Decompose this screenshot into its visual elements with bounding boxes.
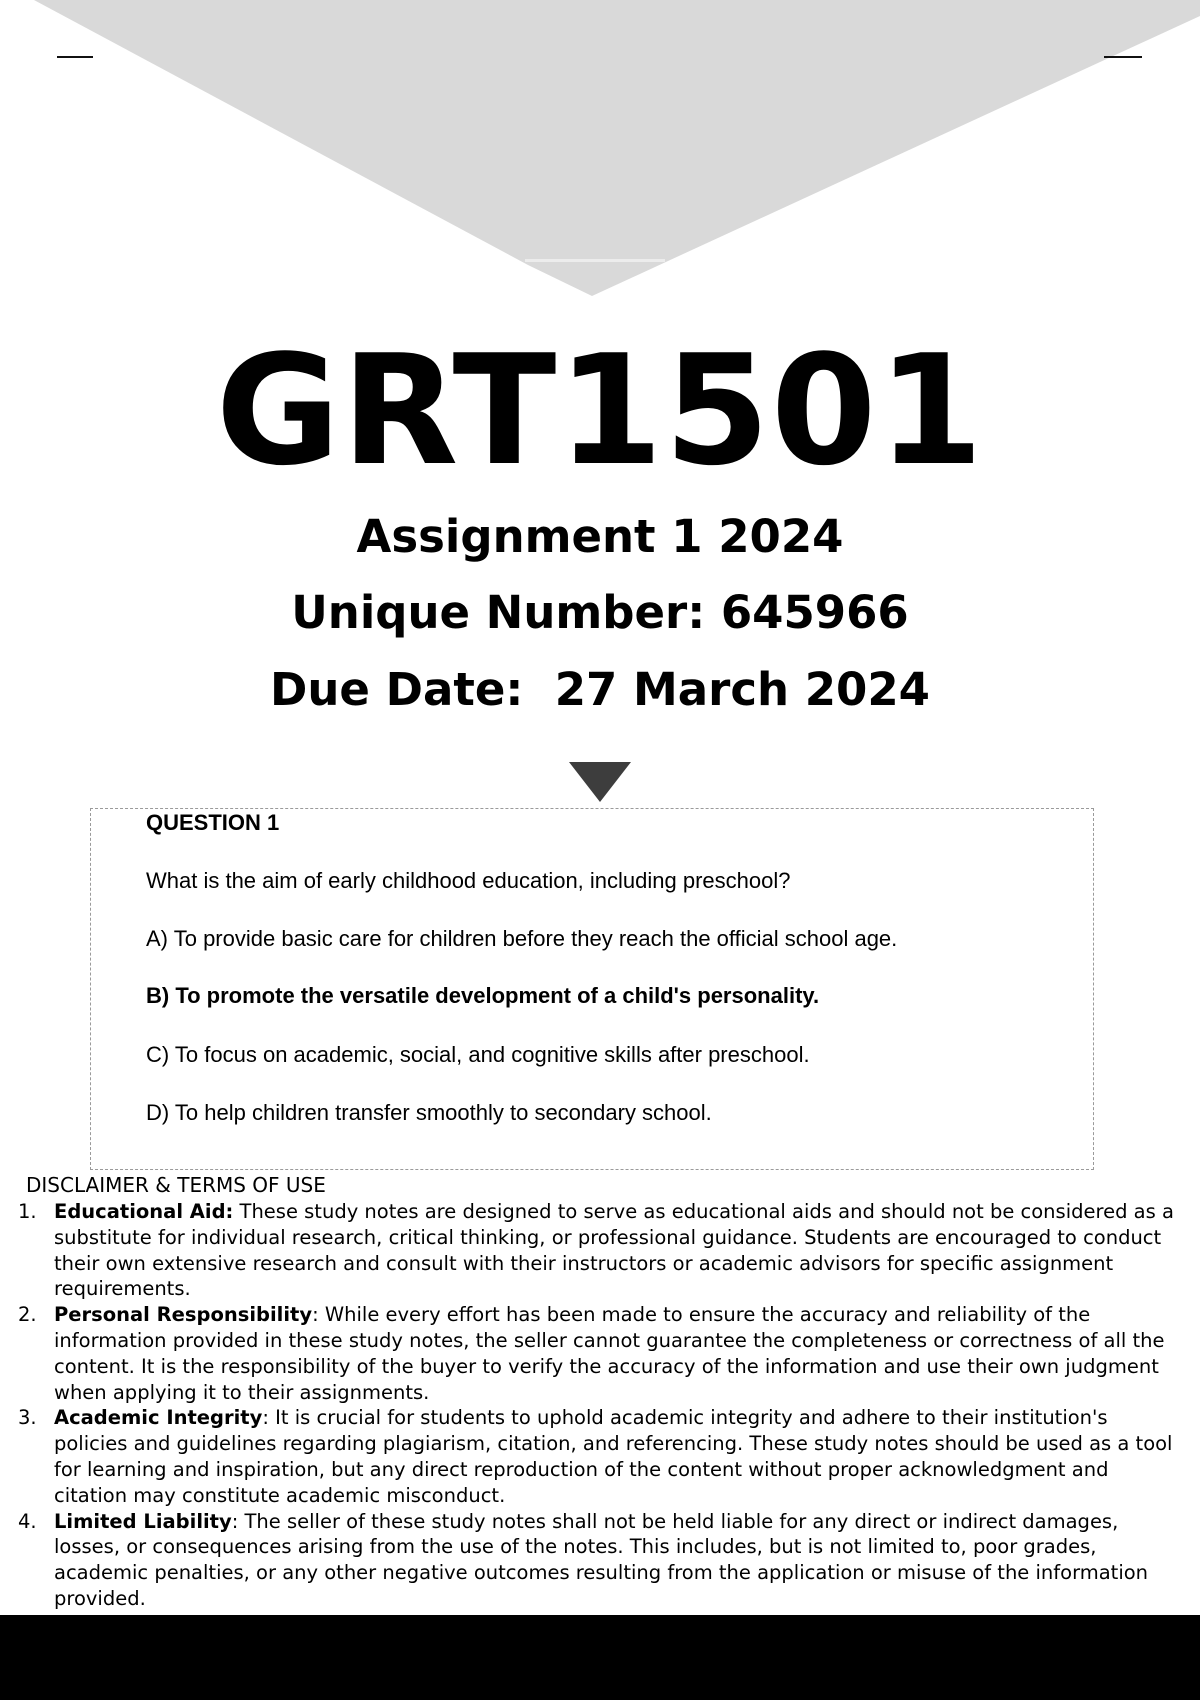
- question-prompt: What is the aim of early childhood education, including preschool?: [146, 868, 791, 893]
- course-code-title: GRT1501: [215, 322, 985, 499]
- down-triangle-icon: [569, 762, 631, 802]
- corner-rule-right: [1104, 56, 1142, 58]
- assignment-label: Assignment 1 2024: [356, 510, 844, 563]
- term-body: : The seller of these study notes shall not be held liable for any direct or indirect damages, losses, or consequences arising from the use of the notes. This includes, but is not limited to, poor grades, academic penalties, or any other negative outcomes resulting from the application or misuse of the information provided.: [54, 1509, 1149, 1610]
- answer-option-d: D) To help children transfer smoothly to secondary school.: [146, 1100, 712, 1125]
- term-body: : While every effort has been made to ensure the accuracy and reliability of the information provided in these study notes, the seller cannot guarantee the completeness or correctness of all the content. It is the responsibility of the buyer to verify the accuracy of the information and use their own judgment when applying it to their assignments.: [54, 1303, 1165, 1404]
- header-chevron-banner: [0, 0, 1200, 300]
- term-body: These study notes are designed to serve as educational aids and should not be considered as a substitute for individual research, critical thinking, or professional guidance. Students are encouraged to conduct their own extensive research and consult with their instructors or academic advisors for specific assignment requirements.: [54, 1200, 1174, 1301]
- term-title: Personal Responsibility: [54, 1303, 313, 1327]
- unique-number: Unique Number: 645966: [291, 586, 909, 639]
- term-title: Academic Integrity: [54, 1406, 263, 1430]
- answer-option-b-selected: B) To promote the versatile development of a child's personality.: [146, 983, 820, 1008]
- term-body: : It is crucial for students to uphold academic integrity and adhere to their institution's policies and guidelines regarding plagiarism, citation, and referencing. These study notes should be used as a tool for learning and inspiration, but any direct reproduction of the content without proper acknowledgment and citation may constitute academic misconduct.: [54, 1406, 1173, 1507]
- disclaimer-title: DISCLAIMER & TERMS OF USE: [26, 1173, 326, 1197]
- footer-bar: [0, 1615, 1200, 1700]
- question-heading: QUESTION 1: [146, 810, 280, 835]
- answer-option-c: C) To focus on academic, social, and cognitive skills after preschool.: [146, 1042, 810, 1067]
- corner-rule-left: [57, 56, 93, 58]
- term-number: 3.: [18, 1406, 37, 1430]
- term-number: 2.: [18, 1303, 37, 1327]
- term-item: [0, 1405, 1200, 1508]
- due-date: Due Date: 27 March 2024: [270, 663, 930, 716]
- term-title: Limited Liability: [54, 1509, 232, 1533]
- term-item: [0, 1509, 1200, 1612]
- chevron-shape: [34, 0, 1200, 296]
- term-number: 4.: [18, 1509, 37, 1533]
- disclaimer-section: [0, 1172, 1200, 1612]
- terms-list: [0, 1199, 1200, 1612]
- chevron-notch-highlight: [525, 259, 665, 262]
- term-item: [0, 1199, 1200, 1302]
- question-card: [90, 808, 1094, 1170]
- answer-option-a: A) To provide basic care for children before they reach the official school age.: [146, 926, 898, 951]
- term-item: [0, 1302, 1200, 1405]
- term-number: 1.: [18, 1200, 37, 1223]
- term-title: Educational Aid:: [54, 1200, 234, 1223]
